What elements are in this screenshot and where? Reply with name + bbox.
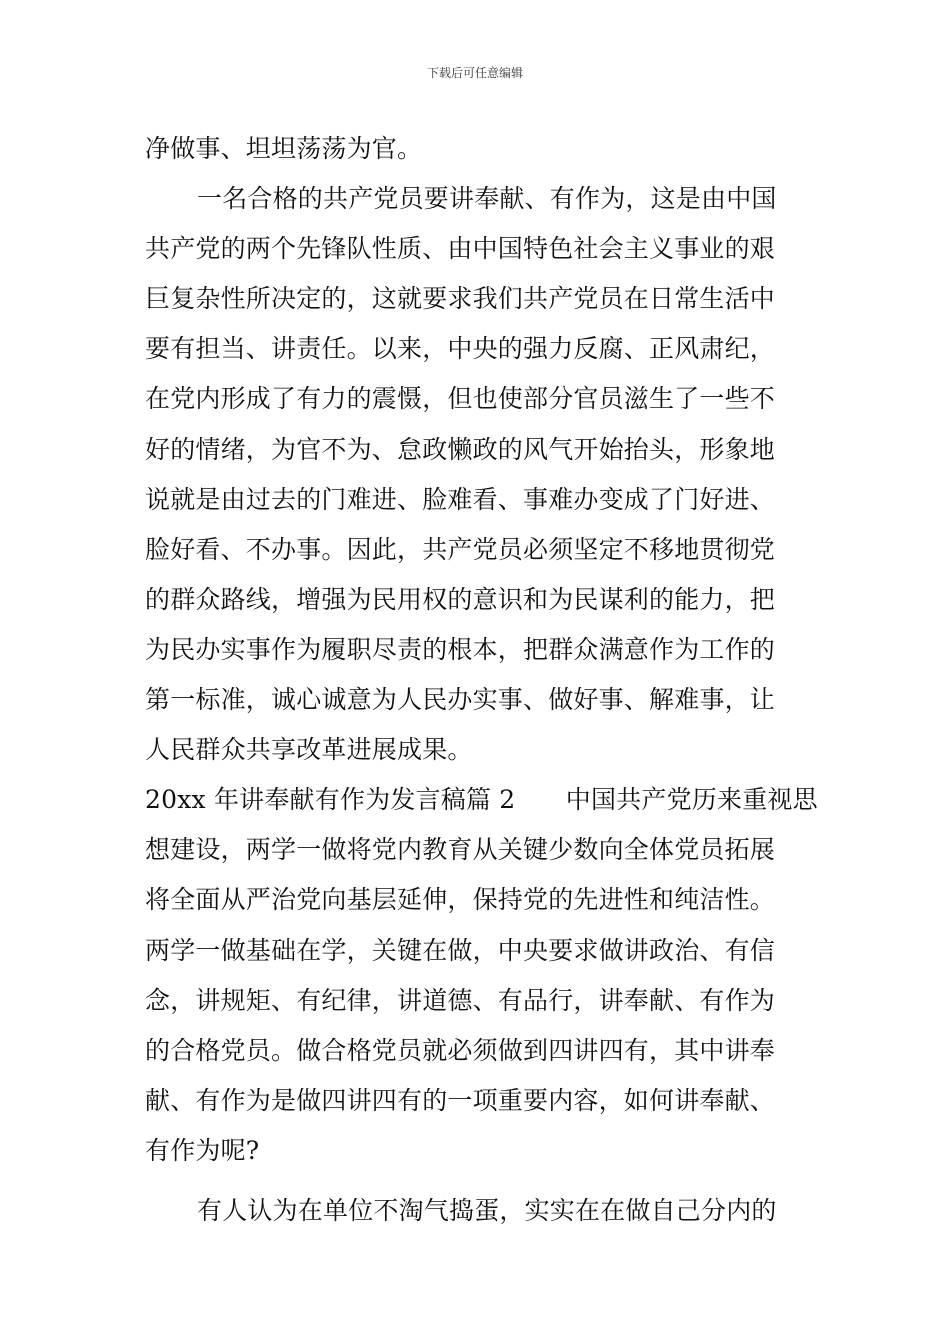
text-line: 共产党的两个先锋队性质、由中国特色社会主义事业的艰: [145, 234, 776, 264]
section-heading-line: 20xx 年讲奉献有作为发言稿篇 2 中国共产党历来重视思: [145, 785, 818, 815]
text-line: 要有担当、讲责任。以来，中央的强力反腐、正风肃纪，: [145, 334, 776, 364]
paragraph-first-line: 有人认为在单位不淘气捣蛋，实实在在做自己分内的: [197, 1195, 777, 1225]
text-line: 巨复杂性所决定的，这就要求我们共产党员在日常生活中: [145, 284, 776, 314]
text-line: 有作为呢?: [145, 1135, 260, 1165]
text-line: 为民办实事作为履职尽责的根本，把群众满意作为工作的: [145, 634, 776, 664]
text-line: 人民群众共享改革进展成果。: [145, 735, 473, 765]
text-line: 说就是由过去的门难进、脸难看、事难办变成了门好进、: [145, 484, 776, 514]
text-line: 献、有作为是做四讲四有的一项重要内容，如何讲奉献、: [145, 1085, 776, 1115]
text-line: 的群众路线，增强为民用权的意识和为民谋利的能力，把: [145, 584, 776, 614]
text-line: 念，讲规矩、有纪律，讲道德、有品行，讲奉献、有作为: [145, 985, 776, 1015]
text-line: 第一标准，诚心诚意为人民办实事、做好事、解难事，让: [145, 685, 776, 715]
text-line: 将全面从严治党向基层延伸，保持党的先进性和纯洁性。: [145, 885, 776, 915]
text-line: 的合格党员。做合格党员就必须做到四讲四有，其中讲奉: [145, 1035, 776, 1065]
text-line: 好的情绪，为官不为、怠政懒政的风气开始抬头，形象地: [145, 434, 776, 464]
text-line: 想建设，两学一做将党内教育从关键少数向全体党员拓展: [145, 835, 776, 865]
text-line: 在党内形成了有力的震慑，但也使部分官员滋生了一些不: [145, 384, 776, 414]
document-body: [145, 124, 825, 1236]
text-line: 脸好看、不办事。因此，共产党员必须坚定不移地贯彻党: [145, 534, 776, 564]
text-line: 净做事、坦坦荡荡为官。: [145, 134, 423, 163]
paragraph-first-line: 一名合格的共产党员要讲奉献、有作为，这是由中国: [197, 184, 777, 214]
text-line: 两学一做基础在学，关键在做，中央要求做讲政治、有信: [145, 935, 776, 965]
page-header: 下载后可任意编辑: [426, 66, 523, 80]
